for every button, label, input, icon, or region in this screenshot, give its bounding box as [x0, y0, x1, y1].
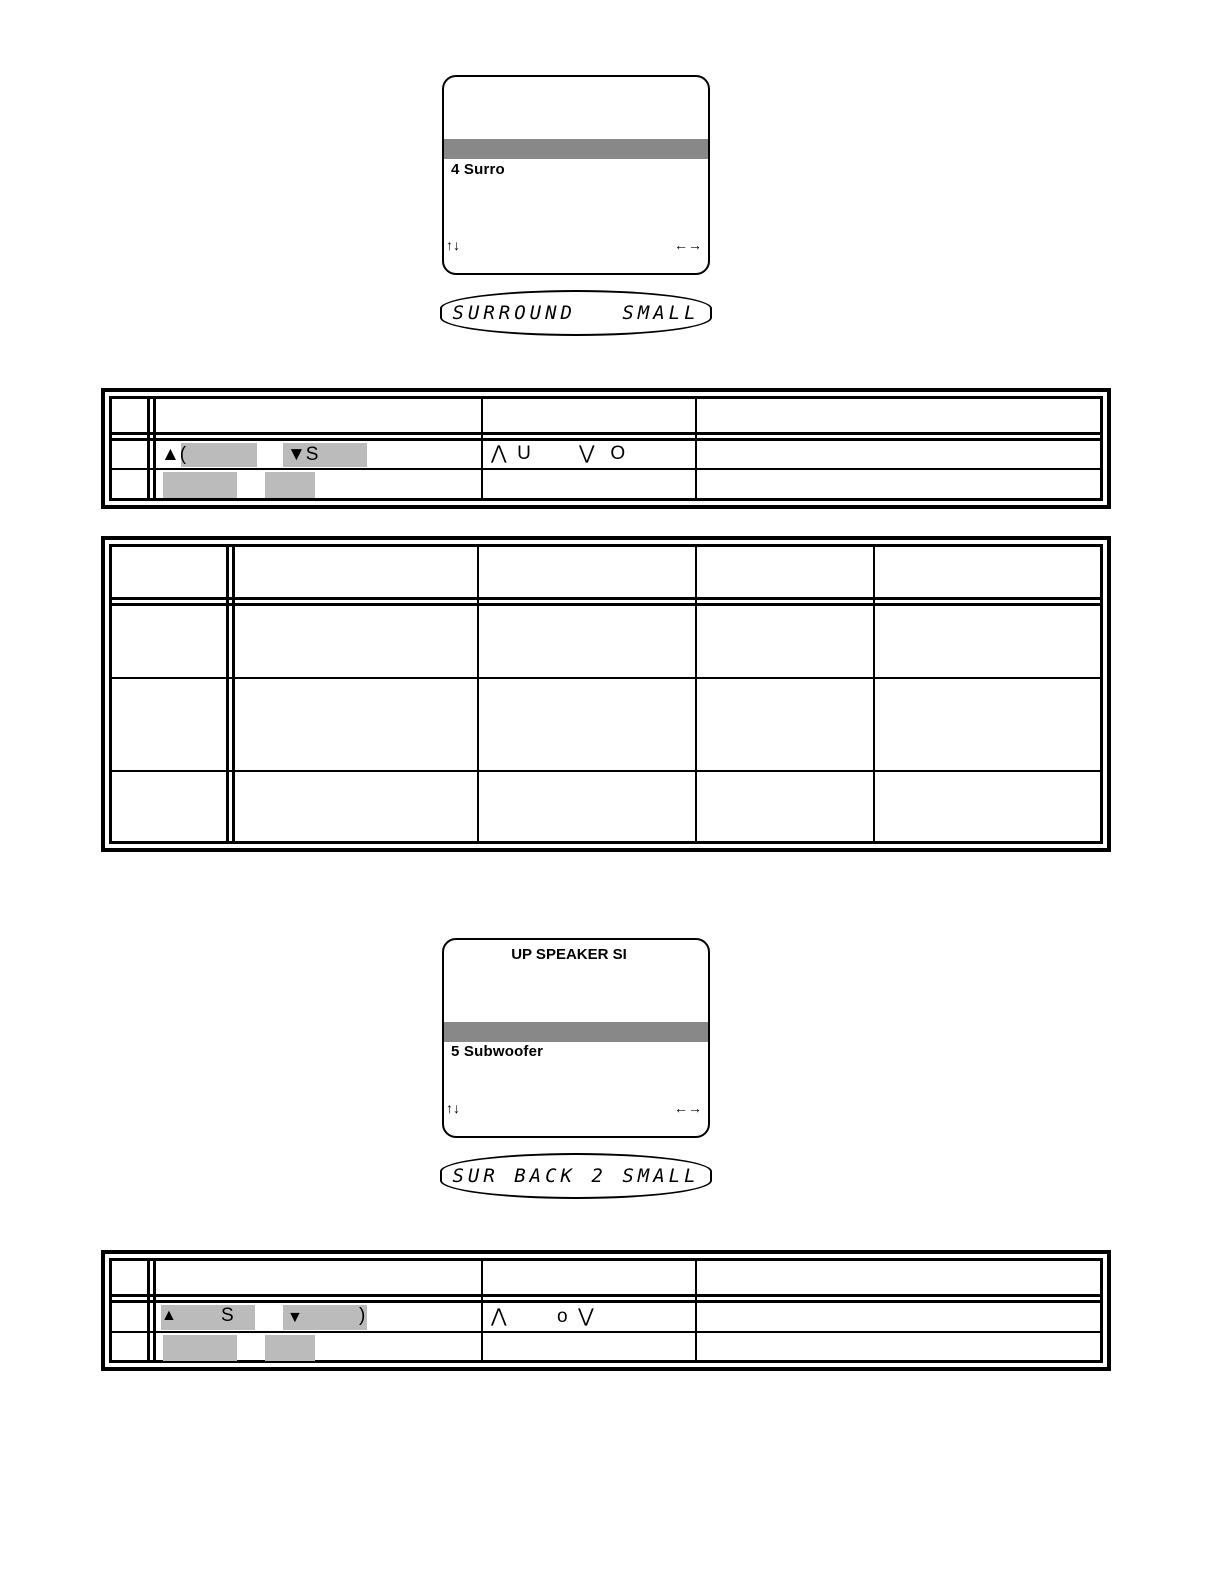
settings-table — [101, 536, 1111, 852]
front-panel-display — [440, 1153, 712, 1199]
row-remote-down: o ⋁ — [557, 1306, 594, 1327]
row-key-up-label: S — [221, 1305, 234, 1326]
row-remote-down: ⋁ O — [579, 443, 626, 464]
row-remote-up: ⋀ U — [491, 443, 531, 464]
osd-highlight-bar — [444, 1022, 708, 1042]
row-key-up: ▲ — [161, 1307, 177, 1324]
left-right-arrows-icon: ←→ — [674, 1100, 702, 1116]
up-down-arrows-icon: ↑↓ — [446, 237, 460, 253]
front-panel-display — [440, 290, 712, 336]
osd-menu-line: 4 Surro — [451, 161, 505, 178]
osd-screen-subwoofer — [442, 938, 710, 1138]
row-remote-up: ⋀ — [491, 1306, 507, 1327]
osd-highlight-bar — [444, 139, 708, 159]
display-text: SUR BACK 2 SMALL — [452, 1165, 700, 1187]
row-key-up: ▲( — [161, 444, 187, 465]
osd-screen-surround — [442, 75, 710, 275]
osd-title: UP SPEAKER SI — [511, 946, 627, 963]
row-key-down: ▼S — [287, 444, 319, 465]
key-table-2 — [101, 1250, 1111, 1371]
osd-menu-line: 5 Subwoofer — [451, 1043, 544, 1060]
display-text: SURROUND SMALL — [452, 302, 700, 324]
left-right-arrows-icon: ←→ — [674, 237, 702, 253]
row-key-down: ▼ — [287, 1309, 303, 1326]
row-key-down-label: ) — [359, 1305, 366, 1326]
key-table-1 — [101, 388, 1111, 509]
up-down-arrows-icon: ↑↓ — [446, 1100, 460, 1116]
